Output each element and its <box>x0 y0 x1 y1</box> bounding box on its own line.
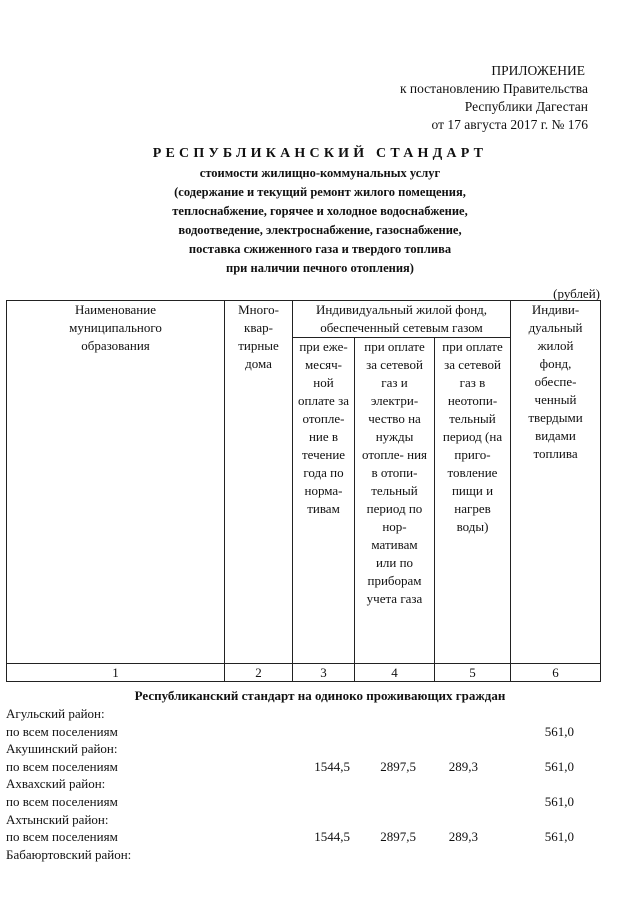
appendix-date: от 17 августа 2017 г. № 176 <box>431 117 588 132</box>
value-col3: 1544,5 <box>314 829 350 845</box>
appendix-title: ПРИЛОЖЕНИЕ <box>491 63 585 78</box>
title-heading: РЕСПУБЛИКАНСКИЙ СТАНДАРТ <box>152 146 488 161</box>
col-number: 5 <box>435 664 511 682</box>
col-header-heating-period: при оплате за сетевой газ и электри- чество на нужды отопле- ния в отопи- тельный период по нор- мативам или по приборам учета газа <box>355 338 435 664</box>
district-name: по всем поселениям <box>6 793 118 809</box>
header-table <box>6 300 601 682</box>
table-row <box>6 828 606 846</box>
appendix-block <box>400 62 588 134</box>
table-row <box>6 740 606 758</box>
title-sub: водоотведение, электроснабжение, газоснабжение, <box>178 223 462 237</box>
document-title <box>0 146 640 278</box>
table-row <box>6 705 606 723</box>
col-header-apartments: Много- квар- тирные дома <box>225 301 293 664</box>
district-name: Ахвахский район: <box>6 776 106 792</box>
col-header-nonheating-period: при оплате за сетевой газ в неотопи- тельный период (на приго- товление пищи и нагрев воды) <box>435 338 511 664</box>
col-header-monthly: при еже- месяч- ной оплате за отопле- ние в течение года по норма- тивам <box>293 338 355 664</box>
col-number: 1 <box>7 664 225 682</box>
title-sub: стоимости жилищно-коммунальных услуг <box>199 166 441 180</box>
district-name: Акушинский район: <box>6 741 118 757</box>
table-row <box>6 811 606 829</box>
col-number: 3 <box>293 664 355 682</box>
section-title: Республиканский стандарт на одиноко проживающих граждан <box>134 688 506 703</box>
appendix-line: Республики Дагестан <box>464 99 588 114</box>
value-col6: 561,0 <box>544 829 574 845</box>
value-col4: 2897,5 <box>380 829 416 845</box>
district-name: Агульский район: <box>6 706 105 721</box>
col-header-solid-fuel: Индиви- дуальный жилой фонд, обеспе- ченный твердыми видами топлива <box>511 301 601 664</box>
unit-label: (рублей) <box>553 286 600 301</box>
col-number: 6 <box>511 664 601 682</box>
col-header-group: Индивидуальный жилой фонд, обеспеченный сетевым газом <box>293 301 511 338</box>
district-name: Бабаюртовский район: <box>6 846 132 862</box>
col-number: 4 <box>355 664 435 682</box>
data-rows <box>6 705 606 863</box>
district-name: по всем поселениям <box>6 723 118 739</box>
table-row <box>6 846 606 864</box>
district-name: Ахтынский район: <box>6 811 109 827</box>
value-col6: 561,0 <box>544 723 574 739</box>
district-name: по всем поселениям <box>6 758 118 774</box>
col-number: 2 <box>225 664 293 682</box>
value-col6: 561,0 <box>544 793 574 809</box>
appendix-line: к постановлению Правительства <box>399 81 588 96</box>
district-name: по всем поселениям <box>6 829 118 845</box>
value-col5: 289,3 <box>448 829 478 845</box>
table-row <box>6 723 606 741</box>
col-header-name: Наименование муниципального образования <box>7 301 225 664</box>
table-row <box>6 793 606 811</box>
value-col5: 289,3 <box>448 758 478 774</box>
table-row <box>6 775 606 793</box>
value-col6: 561,0 <box>544 758 574 774</box>
title-sub: при наличии печного отопления) <box>226 261 414 275</box>
value-col4: 2897,5 <box>380 758 416 774</box>
value-col3: 1544,5 <box>314 758 350 774</box>
title-sub: теплоснабжение, горячее и холодное водоснабжение, <box>172 204 468 218</box>
table-row <box>6 758 606 776</box>
title-sub: поставка сжиженного газа и твердого топлива <box>188 242 452 256</box>
title-sub: (содержание и текущий ремонт жилого помещения, <box>174 185 466 199</box>
